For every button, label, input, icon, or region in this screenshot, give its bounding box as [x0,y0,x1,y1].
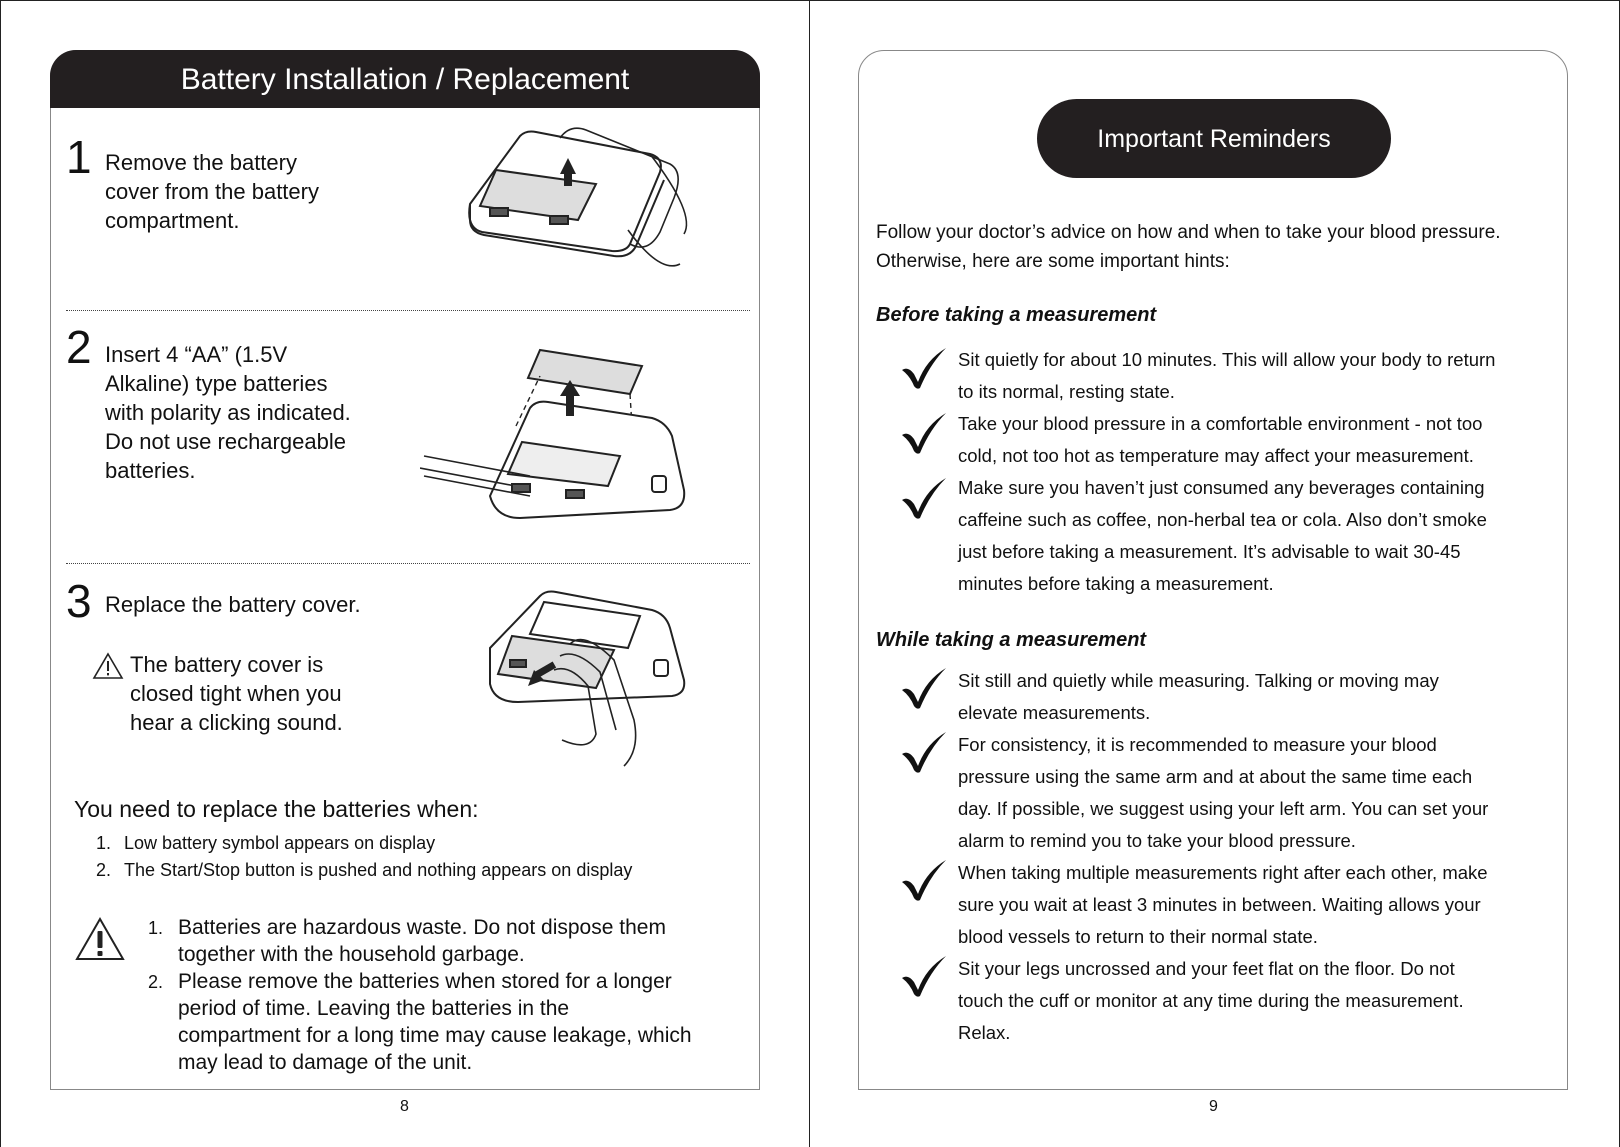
checkmark-icon [900,730,948,774]
step-2-line: batteries. [105,458,196,483]
step-divider [66,563,750,564]
step-divider [66,310,750,311]
step-2-line: Insert 4 “AA” (1.5V [105,342,288,367]
replace-batteries-list [96,830,632,884]
insert-batteries-illustration [420,346,710,536]
caution-line: hear a clicking sound. [130,710,343,735]
section-heading-before: Before taking a measurement [876,304,1157,326]
remove-cover-illustration [460,124,710,274]
replace-cover-illustration [484,590,704,770]
checkmark-icon [900,858,948,902]
checkmark-icon [900,411,948,455]
reminder-item: When taking multiple measurements right after each other, make sure you wait at least 3 minutes in between. Waiting allows your blood vessels to return to their normal state. [958,862,1488,947]
left-page-header: Battery Installation / Replacement [50,50,760,108]
step-2-line: Alkaline) type batteries [105,371,328,396]
checkmark-icon [900,476,948,520]
list-item: 1. Low battery symbol appears on display [96,833,436,853]
reminder-item: Sit quietly for about 10 minutes. This will allow your body to return to its normal, resting state. [958,349,1496,402]
step-2-line: with polarity as indicated. [105,400,351,425]
step-2-number: 2 [66,321,92,373]
right-page-number: 9 [1209,1098,1218,1115]
caution-line: closed tight when you [130,681,342,706]
caution-note [130,650,343,737]
caution-triangle-icon [92,652,124,680]
checkmark-icon [900,346,948,390]
warning-item: 2. Please remove the batteries when stored for a longer period of time. Leaving the batteries in the compartment for a long time may cause leakage, which may lead to damage of the unit. [148,970,692,1074]
battery-warning-list [148,914,738,1076]
checkmark-icon [900,666,948,710]
step-1-line: compartment. [105,208,240,233]
step-2-text [105,340,351,485]
step-3-text: Replace the battery cover. [105,592,361,617]
step-1-line: Remove the battery [105,150,297,175]
caution-line: The battery cover is [130,652,324,677]
page-border-top [0,0,1620,1]
replace-batteries-title: You need to replace the batteries when: [74,796,479,822]
reminder-item: For consistency, it is recommended to measure your blood pressure using the same arm and at about the same time each day. If possible, we suggest using your left arm. You can set your alarm to remind you to take your blood pressure. [958,734,1489,851]
reminder-item: Take your blood pressure in a comfortable environment - not too cold, not too hot as temperature may affect your measurement. [958,413,1483,466]
page-border-left [0,0,1,1147]
checkmark-icon [900,954,948,998]
reminder-item: Sit still and quietly while measuring. Talking or moving may elevate measurements. [958,670,1439,723]
step-1-text [105,148,319,235]
right-page-header: Important Reminders [1037,99,1391,178]
intro-paragraph: Follow your doctor’s advice on how and when to take your blood pressure. Otherwise, here are some important hints: [876,222,1501,272]
reminder-item: Make sure you haven’t just consumed any beverages containing caffeine such as coffee, non-herbal tea or cola. Also don’t smoke just before taking a measurement. It’s advisable to wait 30-45 minutes before taking a measurement. [958,477,1487,594]
step-1-number: 1 [66,131,92,183]
section-heading-while: While taking a measurement [876,629,1147,651]
page-spine-divider [809,0,810,1147]
list-item: 2. The Start/Stop button is pushed and nothing appears on display [96,860,633,880]
reminder-item: Sit your legs uncrossed and your feet flat on the floor. Do not touch the cuff or monitor at any time during the measurement. Relax. [958,958,1464,1043]
warning-triangle-icon [74,916,126,962]
warning-item: 1. Batteries are hazardous waste. Do not dispose them together with the household garbage. [148,916,666,966]
step-3-number: 3 [66,575,92,627]
step-2-line: Do not use rechargeable [105,429,346,454]
step-1-line: cover from the battery [105,179,319,204]
left-page-number: 8 [400,1098,409,1115]
